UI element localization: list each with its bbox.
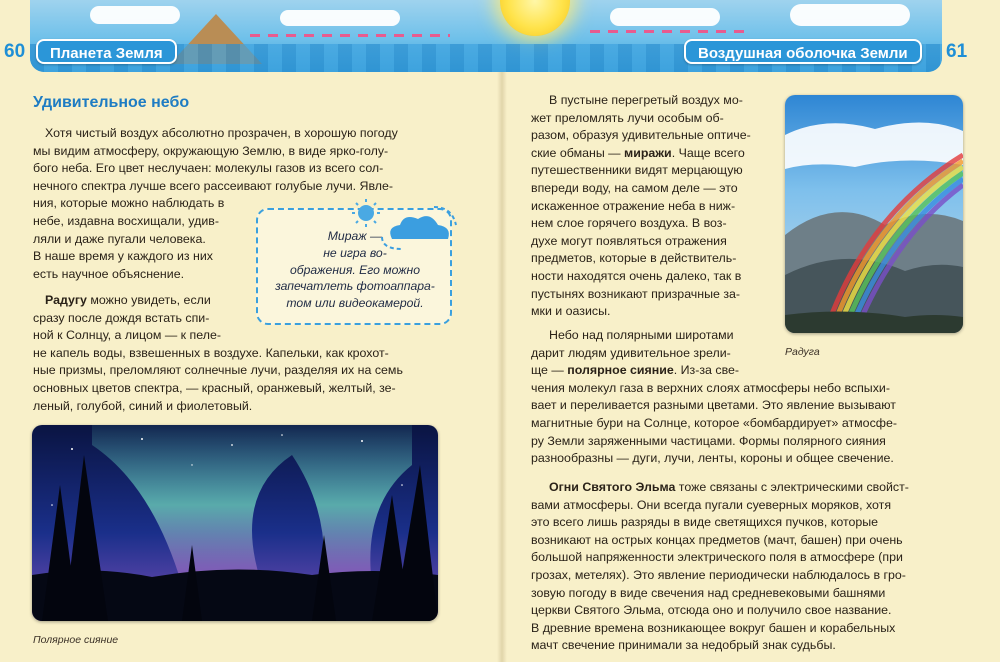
rainbow-caption: Радуга: [785, 346, 820, 358]
text-line: небе, издавна восхищали, удив-: [33, 213, 219, 228]
text-line: ния, которые можно наблюдать в: [33, 196, 225, 211]
text-line: пустынях возникают призрачные за-: [531, 286, 741, 301]
text-line: нечного спектра лучше всего рассеивают голубые лучи. Явле-: [33, 178, 394, 193]
text-line: не капель воды, взвешенных в воздухе. Капельки, как крохот-: [33, 345, 389, 360]
text-line: сразу после дождя встать спи-: [33, 310, 210, 325]
sun-cloud-icon: [352, 197, 462, 253]
paragraph-mirage: [531, 92, 773, 321]
text-line: разнообразны — дуги, лучи, ленты, короны и общее свечение.: [531, 451, 894, 466]
text-line: ще — полярное сияние. Из-за све-: [531, 363, 740, 378]
text-line: Огни Святого Эльма тоже связаны с электрическими свойст-: [549, 480, 909, 494]
term-aurora: полярное сияние: [567, 363, 674, 378]
cloud-icon: [280, 10, 400, 26]
text-line: мки и оазисы.: [531, 304, 611, 319]
text-line: бого неба. Его цвет неслучаен: молекулы газов из всего сол-: [33, 161, 384, 176]
text-line: большой напряженности электрического поля в атмосфере (при: [531, 550, 903, 565]
text-line: ности находятся очень далеко, так в: [531, 268, 742, 283]
mirage-note-text: Мираж — не игра во- ображения. Его можно запечатлеть фотоаппара- том или видеокамерой.: [275, 229, 435, 311]
text-line: В древние времена возникающее вокруг башен и корабельных: [531, 620, 896, 635]
chapter-title-left: Планета Земля: [36, 39, 177, 64]
text-line: вает и переливается разными цветами. Это явление вызывают: [531, 398, 896, 413]
text-line: нем слое горячего воздуха. В воз-: [531, 216, 727, 231]
paragraph-aurora: [531, 327, 967, 468]
text-line: предметов, которые в действитель-: [531, 251, 737, 266]
text-line: впереди воду, на самом деле — это: [531, 180, 738, 195]
text-line: В наше время у каждого из них: [33, 249, 213, 264]
text-line: вами атмосферы. Они всегда пугали суеверных моряков, хотя: [531, 497, 892, 512]
text-line: это всего лишь разряды в виде светящихся пучков, которые: [531, 515, 879, 530]
text-line: искаженное отражение неба в ниж-: [531, 198, 736, 213]
paragraph-st-elmo: [531, 479, 967, 655]
text-line: грозах, метелях). Это явление периодически наблюдалось в гро-: [531, 567, 906, 582]
air-flow-arrow: [590, 30, 750, 33]
page-number-right: 61: [946, 41, 968, 62]
cloud-icon: [610, 8, 720, 26]
text-line: чения молекул газа в верхних слоях атмосферы небо вспыхи-: [531, 380, 890, 395]
aurora-image: [32, 425, 438, 621]
cloud-icon: [90, 6, 180, 24]
text-line: Радугу можно увидеть, если: [45, 293, 211, 307]
text-line: ные призмы, преломляют солнечные лучи, разделяя их на семь: [33, 363, 403, 378]
text-line: ляли и даже пугали человека.: [33, 231, 206, 246]
term-st-elmo: Огни Святого Эльма: [549, 480, 676, 494]
text-line: ной к Солнцу, а лицом — к пеле-: [33, 328, 221, 343]
aurora-photo: [32, 425, 438, 621]
text-line: есть научное объяснение.: [33, 266, 185, 281]
text-line: жет преломлять лучи особым об-: [531, 110, 724, 125]
text-line: путешественники видят мерцающую: [531, 163, 743, 178]
chapter-title-right: Воздушная оболочка Земли: [684, 39, 922, 64]
text-line: Небо над полярными широтами: [549, 328, 734, 342]
text-line: мачт свечение принимали за недобрый знак судьбы.: [531, 638, 836, 653]
rainbow-image: [785, 95, 963, 333]
text-line: леный, голубой, синий и фиолетовый.: [33, 398, 253, 413]
term-rainbow: Радугу: [45, 293, 87, 307]
air-flow-arrow: [250, 34, 450, 37]
term-mirage: миражи: [624, 145, 672, 160]
text-line: духе могут появляться отражения: [531, 233, 727, 248]
text-line: разом, образуя удивительные оптиче-: [531, 128, 751, 143]
text-line: церкви Святого Эльма, отсюда оно и получило свое название.: [531, 603, 892, 618]
text-line: В пустыне перегретый воздух мо-: [549, 93, 743, 107]
text-line: Хотя чистый воздух абсолютно прозрачен, в хорошую погоду: [45, 126, 398, 140]
page-number-left: 60: [4, 41, 26, 62]
text-line: дарит людям удивительное зрели-: [531, 345, 731, 360]
page-gutter: [497, 0, 507, 662]
aurora-caption: Полярное сияние: [33, 634, 119, 646]
sun-icon: [500, 0, 570, 36]
text-line: ские обманы — миражи. Чаще всего: [531, 145, 745, 160]
rainbow-photo: [785, 95, 963, 333]
section-title: Удивительное небо: [33, 94, 190, 111]
text-line: мы видим атмосферу, окружающую Землю, в виде ярко-голу-: [33, 143, 389, 158]
text-line: зовую погоду в виде свечения над средневековыми башнями: [531, 585, 886, 600]
text-line: основных цветов спектра, — красный, оранжевый, желтый, зе-: [33, 380, 396, 395]
text-line: ру Земли заряженными частицами. Формы полярного сияния: [531, 433, 886, 448]
text-line: возникают на острых концах предметов (мачт, башен) при очень: [531, 532, 903, 547]
cloud-icon: [790, 4, 910, 26]
text-line: магнитные бури на Солнце, которое «бомбардирует» атмосфе-: [531, 415, 897, 430]
